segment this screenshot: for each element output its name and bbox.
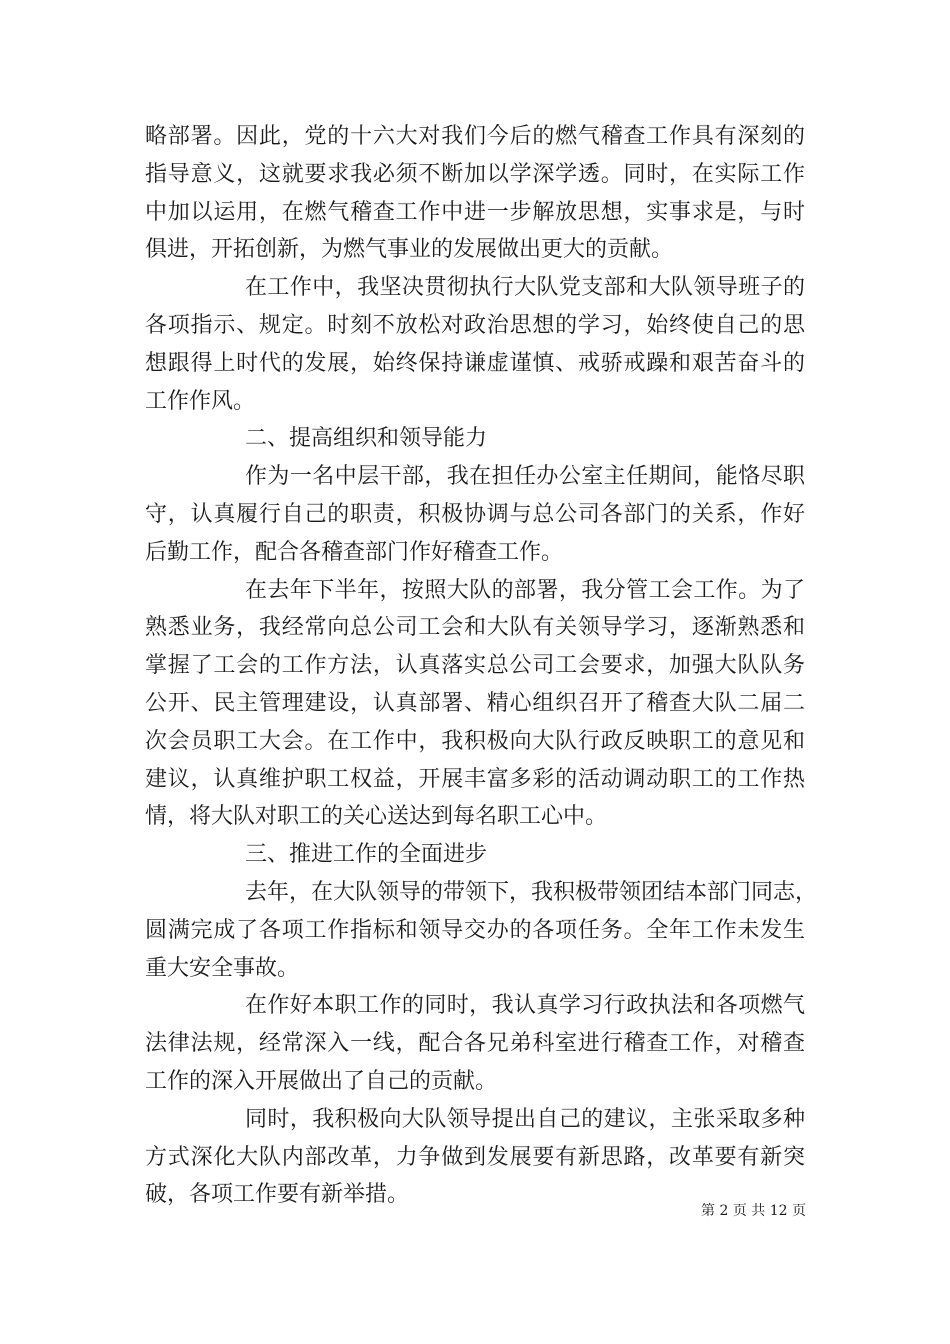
text-line-22: 圆满完成了各项工作指标和领导交办的各项任务。全年工作未发生: [145, 917, 805, 943]
text-line-25: 法律法规，经常深入一线，配合各兄弟科室进行稽查工作，对稽查: [145, 1031, 805, 1057]
text-line-29: 破，各项工作要有新举措。: [145, 1182, 410, 1208]
text-line-2: 指导意义，这就要求我必须不断加以学深学透。同时，在实际工作: [145, 161, 805, 187]
text-line-21: 去年，在大队领导的带领下，我积极带领团结本部门同志，: [245, 879, 818, 905]
text-line-24: 在作好本职工作的同时，我认真学习行政执法和各项燃气: [245, 993, 805, 1019]
text-line-19: 情，将大队对职工的关心送达到每名职工心中。: [145, 804, 608, 830]
text-line-28: 方式深化大队内部改革，力争做到发展要有新思路，改革要有新突: [145, 1144, 805, 1170]
text-line-4: 俱进，开拓创新，为燃气事业的发展做出更大的贡献。: [145, 237, 674, 263]
section-heading-3: 三、推进工作的全面进步: [245, 842, 488, 868]
text-line-18: 建议，认真维护职工权益，开展丰富多彩的活动调动职工的工作热: [145, 766, 805, 792]
text-line-11: 守，认真履行自己的职责，积极协调与总公司各部门的关系，作好: [145, 501, 805, 527]
text-line-5: 在工作中，我坚决贯彻执行大队党支部和大队领导班子的: [245, 275, 805, 301]
text-line-3: 中加以运用，在燃气稽查工作中进一步解放思想，实事求是，与时: [145, 199, 805, 225]
section-heading-2: 二、提高组织和领导能力: [245, 426, 488, 452]
text-line-12: 后勤工作，配合各稽查部门作好稽查工作。: [145, 539, 564, 565]
text-line-14: 熟悉业务，我经常向总公司工会和大队有关领导学习，逐渐熟悉和: [145, 615, 805, 641]
page-number-footer: 第 2 页 共 12 页: [701, 1203, 806, 1219]
document-body: [145, 118, 818, 1214]
text-line-26: 工作的深入开展做出了自己的贡献。: [145, 1068, 498, 1094]
text-line-27: 同时，我积极向大队领导提出自己的建议，主张采取多种: [245, 1106, 805, 1132]
text-line-13: 在去年下半年，按照大队的部署，我分管工会工作。为了: [245, 577, 805, 603]
text-line-1: 略部署。因此，党的十六大对我们今后的燃气稽查工作具有深刻的: [145, 124, 805, 149]
text-line-16: 公开、民主管理建设，认真部署、精心组织召开了稽查大队二届二: [145, 690, 805, 716]
text-line-15: 掌握了工会的工作方法，认真落实总公司工会要求，加强大队队务: [145, 653, 805, 679]
text-line-6: 各项指示、规定。时刻不放松对政治思想的学习，始终使自己的思: [145, 312, 805, 338]
text-line-8: 工作作风。: [145, 388, 256, 414]
text-line-10: 作为一名中层干部，我在担任办公室主任期间，能恪尽职: [245, 464, 805, 490]
text-line-7: 想跟得上时代的发展，始终保持谦虚谨慎、戒骄戒躁和艰苦奋斗的: [145, 350, 805, 376]
text-line-17: 次会员职工大会。在工作中，我积极向大队行政反映职工的意见和: [145, 728, 805, 754]
text-line-23: 重大安全事故。: [145, 955, 300, 981]
